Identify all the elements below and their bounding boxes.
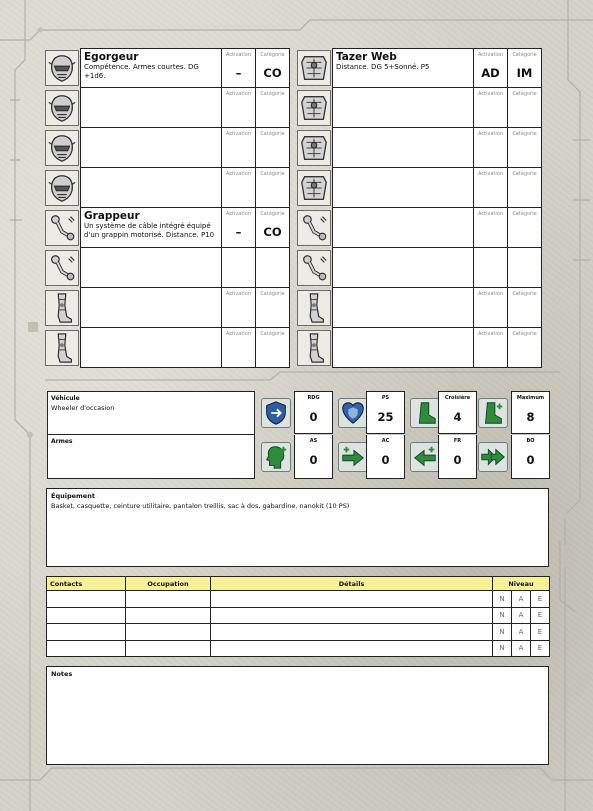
arm-icon	[45, 210, 79, 246]
augment-activation-cell[interactable]	[474, 208, 508, 248]
augment-category-cell[interactable]	[508, 288, 542, 328]
augment-description-cell[interactable]	[80, 288, 222, 328]
head-icon	[45, 90, 79, 126]
weapons-box[interactable]	[47, 435, 255, 479]
activation-column-label: Activation	[225, 331, 252, 337]
augment-category-value: CO	[263, 225, 282, 239]
augment-category-cell[interactable]	[256, 128, 290, 168]
contact-cell[interactable]	[47, 591, 126, 608]
rdg-value[interactable]: 0	[309, 410, 318, 424]
augment-category-cell[interactable]	[256, 88, 290, 128]
activation-column-label: Activation	[225, 91, 252, 97]
equipment-value[interactable]: Basket, casquette, ceinture utilitaire, pantalon treillis, sac à dos, gabardine, nanokit (10 PS)	[51, 502, 350, 510]
activation-column-label: Activation	[477, 331, 504, 337]
augment-category-value: CO	[263, 66, 282, 80]
contacts-header: Contacts	[47, 577, 126, 591]
category-column-label: Catégorie	[260, 52, 285, 58]
bo-value[interactable]: 0	[526, 453, 535, 467]
category-column-label: Catégorie	[260, 91, 285, 97]
cruise-value[interactable]: 4	[453, 410, 462, 424]
augment-description: Compétence. Armes courtes. DG +1d6.	[84, 63, 199, 80]
category-column-label: Catégorie	[512, 52, 537, 58]
category-column-label: Catégorie	[260, 211, 285, 217]
augment-row	[297, 328, 552, 368]
torso-icon	[297, 130, 331, 166]
double-arrow-icon	[478, 442, 508, 472]
heart-shield-icon	[338, 398, 368, 428]
augment-row	[45, 48, 300, 88]
augment-description-cell[interactable]	[80, 168, 222, 208]
level-n-option[interactable]: N	[493, 607, 512, 624]
cruise-label: Croisière	[444, 395, 471, 401]
augment-category-cell[interactable]	[508, 208, 542, 248]
augment-row	[297, 288, 552, 328]
head-plus-icon	[261, 442, 291, 472]
augment-row	[297, 248, 552, 288]
category-column-label: Catégorie	[260, 331, 285, 337]
augment-row	[45, 328, 300, 368]
augment-category-cell[interactable]	[256, 248, 290, 288]
augment-activation-value: AD	[481, 66, 500, 80]
level-a-option[interactable]: A	[512, 591, 531, 608]
level-a-option[interactable]: A	[512, 607, 531, 624]
augment-activation-cell[interactable]	[474, 328, 508, 368]
augments-right-column	[297, 48, 552, 368]
category-column-label: Catégorie	[260, 171, 285, 177]
details-cell[interactable]	[211, 591, 493, 608]
notes-label: Notes	[51, 670, 73, 678]
augment-row	[297, 168, 552, 208]
augment-activation-cell[interactable]	[222, 48, 256, 88]
augment-row	[45, 168, 300, 208]
fr-label: FR	[453, 438, 462, 444]
augment-description-cell[interactable]	[332, 328, 474, 368]
activation-column-label: Activation	[477, 211, 504, 217]
augment-activation-cell[interactable]	[474, 48, 508, 88]
details-cell[interactable]	[211, 607, 493, 624]
table-row	[47, 607, 550, 624]
as-stat[interactable]	[294, 435, 333, 479]
category-column-label: Catégorie	[512, 131, 537, 137]
details-header: Détails	[211, 577, 493, 591]
ps-value[interactable]: 25	[377, 410, 394, 424]
augment-row	[45, 248, 300, 288]
augment-category-cell[interactable]	[508, 328, 542, 368]
augment-description-cell[interactable]	[80, 48, 222, 88]
augment-row	[45, 128, 300, 168]
details-cell[interactable]	[211, 624, 493, 641]
augment-activation-cell[interactable]	[222, 328, 256, 368]
occupation-cell[interactable]	[126, 624, 211, 641]
augment-description: Un système de câble intégré équipé d'un grappin motorisé. Distance. P10	[84, 222, 215, 239]
vehicle-box[interactable]	[47, 391, 255, 435]
level-n-option[interactable]: N	[493, 624, 512, 641]
augment-row	[297, 48, 552, 88]
torso-icon	[297, 170, 331, 206]
category-column-label: Catégorie	[512, 211, 537, 217]
ps-stat[interactable]	[366, 391, 405, 434]
equipment-box[interactable]	[46, 488, 549, 567]
augment-activation-cell[interactable]	[222, 288, 256, 328]
augment-activation-value: –	[235, 225, 242, 239]
augment-name: Tazer Web	[336, 51, 397, 63]
arm-icon	[297, 210, 331, 246]
augment-name: Egorgeur	[84, 51, 139, 63]
augment-activation-cell[interactable]	[474, 128, 508, 168]
augment-row	[297, 128, 552, 168]
level-n-option[interactable]: N	[493, 640, 512, 657]
augment-category-cell[interactable]	[256, 48, 290, 88]
occupation-header: Occupation	[126, 577, 211, 591]
vehicle-label: Véhicule	[51, 395, 80, 402]
level-a-option[interactable]: A	[512, 624, 531, 641]
notes-box[interactable]	[46, 666, 549, 765]
augment-description: Distance. DG 5+Sonné. P5	[336, 63, 430, 71]
contacts-table	[46, 576, 550, 657]
augment-description-cell[interactable]	[332, 248, 474, 288]
augment-category-cell[interactable]	[508, 48, 542, 88]
as-value[interactable]: 0	[309, 453, 318, 467]
bo-label: BO	[526, 438, 535, 444]
activation-column-label: Activation	[477, 131, 504, 137]
level-n-option[interactable]: N	[493, 591, 512, 608]
augment-row	[45, 88, 300, 128]
head-icon	[45, 170, 79, 206]
activation-column-label: Activation	[225, 171, 252, 177]
activation-column-label: Activation	[477, 171, 504, 177]
arrow-right-plus-icon	[338, 442, 368, 472]
category-column-label: Catégorie	[512, 331, 537, 337]
augment-activation-cell[interactable]	[222, 128, 256, 168]
augment-activation-cell[interactable]	[474, 88, 508, 128]
augment-description-cell[interactable]	[80, 248, 222, 288]
vehicle-value[interactable]: Wheeler d'occasion	[51, 404, 115, 412]
augment-activation-cell[interactable]	[222, 168, 256, 208]
as-label: AS	[309, 438, 318, 444]
weapons-label: Armes	[51, 438, 73, 445]
cruise-stat[interactable]	[438, 391, 477, 434]
table-row	[47, 591, 550, 608]
table-row	[47, 640, 550, 657]
max-stat[interactable]	[511, 391, 550, 434]
head-icon	[45, 50, 79, 86]
table-row	[47, 624, 550, 641]
augment-description-cell[interactable]	[332, 88, 474, 128]
category-column-label: Catégorie	[260, 291, 285, 297]
category-column-label: Catégorie	[260, 131, 285, 137]
shield-icon	[261, 398, 291, 428]
leg-icon	[297, 290, 331, 326]
leg-icon	[45, 330, 79, 366]
fr-stat[interactable]	[438, 435, 477, 479]
augment-activation-cell[interactable]	[222, 248, 256, 288]
augment-description-cell[interactable]	[332, 48, 474, 88]
augment-activation-value: –	[235, 66, 242, 80]
max-label: Maximum	[516, 395, 545, 401]
augment-activation-cell[interactable]	[474, 248, 508, 288]
augment-category-cell[interactable]	[508, 248, 542, 288]
augment-category-cell[interactable]	[508, 88, 542, 128]
augment-description-cell[interactable]	[332, 128, 474, 168]
augment-row	[45, 208, 300, 248]
rdg-label: RDG	[307, 395, 320, 401]
augment-category-cell[interactable]	[256, 288, 290, 328]
bo-stat[interactable]	[511, 435, 550, 479]
augment-description-cell[interactable]	[332, 288, 474, 328]
augment-name: Grappeur	[84, 210, 140, 222]
contacts-header-row	[47, 577, 550, 591]
activation-column-label: Activation	[225, 52, 252, 58]
level-e-option[interactable]: E	[531, 607, 550, 624]
contact-cell[interactable]	[47, 607, 126, 624]
details-cell[interactable]	[211, 640, 493, 657]
ac-value[interactable]: 0	[381, 453, 390, 467]
augment-row	[297, 208, 552, 248]
activation-column-label: Activation	[225, 131, 252, 137]
category-column-label: Catégorie	[512, 171, 537, 177]
augment-description-cell[interactable]	[80, 128, 222, 168]
augment-description-cell[interactable]	[80, 328, 222, 368]
augment-row	[45, 288, 300, 328]
level-e-option[interactable]: E	[531, 640, 550, 657]
augment-description-cell[interactable]	[80, 208, 222, 248]
augment-row	[297, 88, 552, 128]
activation-column-label: Activation	[477, 52, 504, 58]
augment-description-cell[interactable]	[332, 168, 474, 208]
ac-stat[interactable]	[366, 435, 405, 479]
level-header: Niveau	[493, 577, 550, 591]
activation-column-label: Activation	[477, 291, 504, 297]
augment-category-cell[interactable]	[256, 328, 290, 368]
ps-label: PS	[381, 395, 390, 401]
augment-activation-cell[interactable]	[222, 88, 256, 128]
head-icon	[45, 130, 79, 166]
equipment-label: Équipement	[51, 492, 95, 500]
augment-category-cell[interactable]	[256, 208, 290, 248]
leg-icon	[297, 330, 331, 366]
augment-activation-cell[interactable]	[474, 288, 508, 328]
augment-category-value: IM	[516, 66, 533, 80]
level-a-option[interactable]: A	[512, 640, 531, 657]
contact-cell[interactable]	[47, 640, 126, 657]
arm-icon	[45, 250, 79, 286]
occupation-cell[interactable]	[126, 591, 211, 608]
occupation-cell[interactable]	[126, 607, 211, 624]
rdg-stat[interactable]	[294, 391, 333, 434]
category-column-label: Catégorie	[512, 91, 537, 97]
augment-description-cell[interactable]	[80, 88, 222, 128]
max-value[interactable]: 8	[526, 410, 535, 424]
boot-icon	[410, 398, 440, 428]
arm-icon	[297, 250, 331, 286]
torso-icon	[297, 50, 331, 86]
occupation-cell[interactable]	[126, 640, 211, 657]
augments-left-column	[45, 48, 300, 368]
augment-category-cell[interactable]	[256, 168, 290, 208]
boot-plus-icon	[478, 398, 508, 428]
augment-description-cell[interactable]	[332, 208, 474, 248]
contact-cell[interactable]	[47, 624, 126, 641]
level-e-option[interactable]: E	[531, 591, 550, 608]
ac-label: AC	[381, 438, 390, 444]
leg-icon	[45, 290, 79, 326]
fr-value[interactable]: 0	[453, 453, 462, 467]
activation-column-label: Activation	[225, 291, 252, 297]
augment-activation-cell[interactable]	[222, 208, 256, 248]
level-e-option[interactable]: E	[531, 624, 550, 641]
augment-category-cell[interactable]	[508, 128, 542, 168]
activation-column-label: Activation	[225, 211, 252, 217]
activation-column-label: Activation	[477, 91, 504, 97]
augment-activation-cell[interactable]	[474, 168, 508, 208]
torso-icon	[297, 90, 331, 126]
augment-category-cell[interactable]	[508, 168, 542, 208]
category-column-label: Catégorie	[512, 291, 537, 297]
arrow-left-plus-icon	[410, 442, 440, 472]
